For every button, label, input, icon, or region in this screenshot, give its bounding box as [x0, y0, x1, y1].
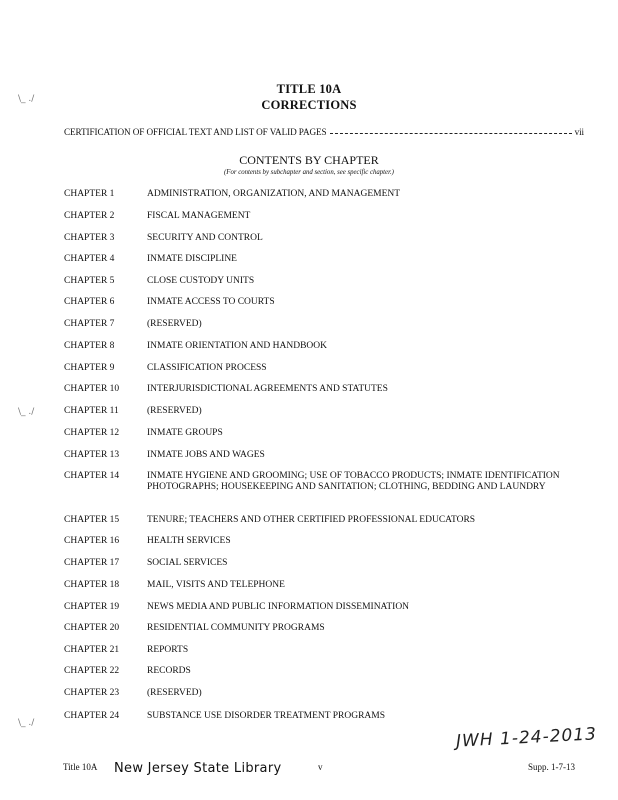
certification-label: CERTIFICATION OF OFFICIAL TEXT AND LIST OF VALID PAGES — [64, 127, 327, 137]
chapter-number: CHAPTER 9 — [64, 363, 115, 373]
chapter-title: FISCAL MANAGEMENT — [147, 211, 251, 221]
footer-page-number: v — [318, 762, 323, 772]
chapter-number: CHAPTER 11 — [64, 406, 119, 416]
title-line-1: TITLE 10A — [276, 82, 342, 96]
chapter-number: CHAPTER 24 — [64, 711, 120, 721]
chapter-title: INMATE HYGIENE AND GROOMING; USE OF TOBACCO PRODUCTS; INMATE IDENTIFICATION PHOTOGRAPHS; HOUSEKEEPING AND SANITATION; CLOTHING, BEDDING AND LAUNDRY — [147, 471, 560, 492]
chapter-title: (RESERVED) — [147, 319, 202, 329]
chapter-title: INMATE ACCESS TO COURTS — [147, 297, 275, 307]
library-stamp: New Jersey State Library — [114, 761, 282, 776]
chapter-title: ADMINISTRATION, ORGANIZATION, AND MANAGEMENT — [147, 189, 401, 199]
chapter-title: INTERJURISDICTIONAL AGREEMENTS AND STATUTES — [147, 384, 388, 394]
chapter-number: CHAPTER 15 — [64, 515, 120, 525]
chapter-title: INMATE GROUPS — [147, 428, 223, 438]
chapter-number: CHAPTER 23 — [64, 688, 120, 698]
chapter-title: RESIDENTIAL COMMUNITY PROGRAMS — [147, 623, 325, 633]
leader-dashes — [330, 133, 572, 134]
contents-heading: CONTENTS BY CHAPTER — [239, 153, 379, 167]
chapter-number: CHAPTER 8 — [64, 341, 115, 351]
chapter-title: HEALTH SERVICES — [147, 536, 231, 546]
scan-mark: \_ ./ — [18, 94, 35, 104]
chapter-number: CHAPTER 1 — [64, 189, 115, 199]
scan-mark: \_ ./ — [18, 407, 35, 417]
chapter-title: CLASSIFICATION PROCESS — [147, 363, 267, 373]
handwritten-signature: JWH 1-24-2013 — [455, 724, 598, 752]
chapter-title: CLOSE CUSTODY UNITS — [147, 276, 255, 286]
certification-page: vii — [574, 127, 584, 137]
chapter-number: CHAPTER 3 — [64, 233, 115, 243]
chapter-number: CHAPTER 2 — [64, 211, 115, 221]
chapter-number: CHAPTER 16 — [64, 536, 120, 546]
chapter-number: CHAPTER 6 — [64, 297, 115, 307]
chapter-title: SUBSTANCE USE DISORDER TREATMENT PROGRAMS — [147, 711, 386, 721]
chapter-title: (RESERVED) — [147, 688, 202, 698]
chapter-number: CHAPTER 10 — [64, 384, 120, 394]
certification-row — [64, 125, 584, 139]
chapter-title: SOCIAL SERVICES — [147, 558, 228, 568]
chapter-title: REPORTS — [147, 645, 189, 655]
chapter-number: CHAPTER 4 — [64, 254, 115, 264]
chapter-number: CHAPTER 21 — [64, 645, 120, 655]
chapter-title: INMATE JOBS AND WAGES — [147, 450, 265, 460]
chapter-title: RECORDS — [147, 666, 191, 676]
chapter-number: CHAPTER 13 — [64, 450, 120, 460]
chapter-number: CHAPTER 5 — [64, 276, 115, 286]
chapter-title: INMATE DISCIPLINE — [147, 254, 237, 264]
chapter-title: SECURITY AND CONTROL — [147, 233, 263, 243]
chapter-title: INMATE ORIENTATION AND HANDBOOK — [147, 341, 327, 351]
scan-mark: \_ ./ — [18, 718, 35, 728]
chapter-number: CHAPTER 19 — [64, 602, 120, 612]
chapter-number: CHAPTER 17 — [64, 558, 120, 568]
chapter-number: CHAPTER 12 — [64, 428, 120, 438]
chapter-title: TENURE; TEACHERS AND OTHER CERTIFIED PROFESSIONAL EDUCATORS — [147, 515, 476, 525]
title-line-2: CORRECTIONS — [261, 98, 357, 112]
chapter-number: CHAPTER 7 — [64, 319, 115, 329]
chapter-number: CHAPTER 18 — [64, 580, 120, 590]
chapter-title: MAIL, VISITS AND TELEPHONE — [147, 580, 285, 590]
chapter-title: NEWS MEDIA AND PUBLIC INFORMATION DISSEMINATION — [147, 602, 410, 612]
footer-supplement: Supp. 1-7-13 — [528, 762, 575, 772]
chapter-number: CHAPTER 20 — [64, 623, 120, 633]
chapter-number: CHAPTER 14 — [64, 471, 120, 481]
chapter-number: CHAPTER 22 — [64, 666, 120, 676]
footer-title: Title 10A — [63, 762, 98, 772]
chapter-title: (RESERVED) — [147, 406, 202, 416]
contents-note: (For contents by subchapter and section, see specific chapter.) — [224, 169, 394, 176]
